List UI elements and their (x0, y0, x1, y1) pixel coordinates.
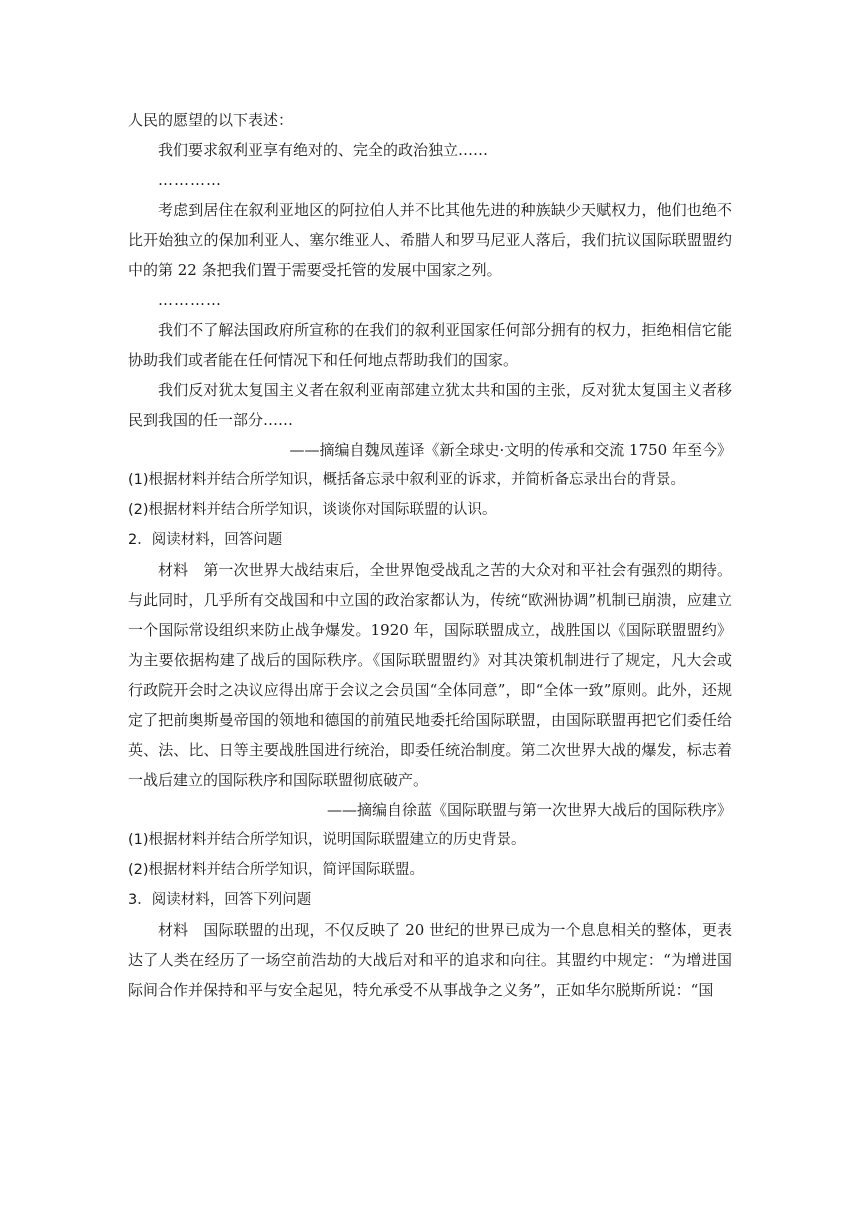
memo-paragraph-4: 我们反对犹太复国主义者在叙利亚南部建立犹太共和国的主张，反对犹太复国主义者移民到我国的任一部分…… (128, 381, 732, 429)
memo-paragraph-2: 考虑到居住在叙利亚地区的阿拉伯人并不比其他先进的种族缺少天赋权力，他们也绝不比开始独立的保加利亚人、塞尔维亚人、希腊人和罗马尼亚人落后，我们抗议国际联盟盟约中的第 22 条把我们置于需要受托管的发展中国家之列。 (128, 201, 732, 279)
sub-question-2-1: (1)根据材料并结合所学知识，说明国际联盟建立的历史背景。 (128, 832, 526, 848)
sub-question-1-2: (2)根据材料并结合所学知识，谈谈你对国际联盟的认识。 (128, 502, 497, 518)
ellipsis-2: ………… (158, 291, 222, 309)
memo-paragraph-3: 我们不了解法国政府所宣称的在我们的叙利亚国家任何部分拥有的权力，拒绝相信它能协助我们或者能在任何情况下和任何地点帮助我们的国家。 (128, 321, 732, 369)
memo-paragraph-1: 我们要求叙利亚享有绝对的、完全的政治独立…… (158, 141, 489, 159)
question-2-material: 材料 第一次世界大战结束后，全世界饱受战乱之苦的大众对和平社会有强烈的期待。与此同时，几乎所有交战国和中立国的政治家都认为，传统“欧洲协调”机制已崩溃，应建立一个国际常设组织来防止战争爆发。1920 年，国际联盟成立，战胜国以《国际联盟盟约》为主要依据构建了战后的国际秩序。《国际联盟盟约》对其决策机制进行了规定，凡大会或行政院开会时之决议应得出席于会议之会员国“全体同意”，即“全体一致”原则。此外，还规定了把前奥斯曼帝国的领地和德国的前殖民地委托给国际联盟，由国际联盟再把它们委任给英、法、比、日等主要战胜国进行统治，即委任统治制度。第二次世界大战的爆发，标志着一战后建立的国际秩序和国际联盟彻底破产。 (128, 561, 732, 789)
ellipsis-1: ………… (158, 171, 222, 189)
question-3-title: 3．阅读材料，回答下列问题 (128, 892, 312, 908)
sub-question-2-2: (2)根据材料并结合所学知识，简评国际联盟。 (128, 862, 425, 878)
source-citation-1: ——摘编自魏凤莲译《新全球史·文明的传承和交流 1750 年至今》 (289, 441, 732, 459)
question-3-material: 材料 国际联盟的出现，不仅反映了 20 世纪的世界已成为一个息息相关的整体，更表达了人类在经历了一场空前浩劫的大战后对和平的追求和向往。其盟约中规定：“为增进国际间合作并保持和平与安全起见，特允承受不从事战争之义务”，正如华尔脱斯所说：“国 (128, 921, 732, 999)
continuation-lead: 人民的愿望的以下表述： (128, 111, 294, 129)
document-body (128, 105, 732, 1005)
source-citation-2: ——摘编自徐蓝《国际联盟与第一次世界大战后的国际秩序》 (326, 801, 732, 819)
sub-question-1-1: (1)根据材料并结合所学知识，概括备忘录中叙利亚的诉求，并简析备忘录出台的背景。 (128, 472, 686, 488)
question-2-title: 2．阅读材料，回答问题 (128, 532, 283, 548)
